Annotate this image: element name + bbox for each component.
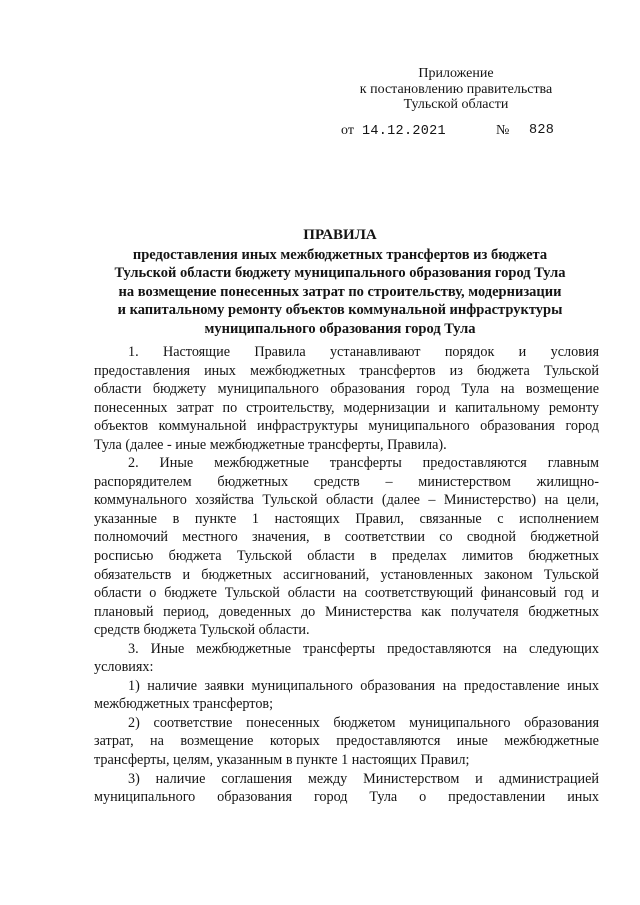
body-line: росписью бюджета Тульской области в пределах лимитов бюджетных — [94, 548, 599, 565]
body-line: предоставления иных межбюджетных трансфертов из бюджета Тульской — [94, 362, 599, 379]
title-main: ПРАВИЛА — [303, 227, 377, 243]
title-line: предоставления иных межбюджетных трансфертов из бюджета — [132, 246, 548, 263]
body-line: плановый период, доведенных до Министерства как получателя бюджетных — [94, 603, 599, 620]
number-sign: № — [496, 123, 510, 138]
document-title — [80, 226, 600, 339]
appendix-header — [330, 66, 582, 113]
body-line: области бюджету муниципального образования город Тула на возмещение — [94, 381, 599, 398]
body-line: средств бюджета Тульской области. — [94, 622, 310, 639]
body-line: трансферты, целям, указанным в пункте 1 настоящих Правил; — [94, 752, 470, 769]
body-line: 2. Иные межбюджетные трансферты предоставляются главным — [128, 455, 599, 472]
body-line: распорядителем бюджетных средств – министерством жилищно- — [94, 473, 599, 490]
title-line: Тульской области бюджету муниципального образования город Тула — [114, 265, 566, 282]
date-prefix: от — [341, 123, 354, 138]
resolution-number: 828 — [529, 123, 555, 138]
title-line: и капитальному ремонту объектов коммунальной инфраструктуры — [117, 302, 563, 319]
body-line: полномочий местного значения, в соответствии со сводной бюджетной — [94, 529, 599, 546]
resolution-date-number — [341, 122, 581, 141]
title-line: муниципального образования город Тула — [204, 320, 476, 337]
body-line: указанные в пункте 1 настоящих Правил, связанные с исполнением — [94, 510, 599, 527]
body-line: затрат, на возмещение которых предоставляются иные межбюджетные — [94, 733, 599, 750]
body-line: 1. Настоящие Правила устанавливают порядок и условия — [128, 344, 599, 360]
body-line: коммунального хозяйства Тульской области (далее – Министерство) на цели, — [94, 492, 599, 509]
body-line: области о бюджете Тульской области на соответствующий финансовый год и — [94, 585, 599, 602]
body-line: обязательств и бюджетных ассигнований, установленных законом Тульской — [94, 566, 599, 583]
appendix-line: Тульской области — [403, 97, 509, 112]
body-line: 1) наличие заявки муниципального образования на предоставление иных — [128, 677, 599, 694]
body-line: 3) наличие соглашения между Министерством и администрацией — [128, 770, 599, 787]
body-line: 2) соответствие понесенных бюджетом муниципального образования — [128, 714, 599, 731]
body-line: условиях: — [94, 659, 154, 676]
body-line: понесенных затрат по строительству, модернизации и капитальному ремонту — [94, 399, 599, 416]
body-line: объектов коммунальной инфраструктуры муниципального образования город — [94, 418, 599, 435]
appendix-line: к постановлению правительства — [359, 81, 553, 97]
appendix-line: Приложение — [418, 66, 494, 81]
body-line: муниципального образования город Тула о предоставлении иных — [94, 789, 599, 806]
title-line: на возмещение понесенных затрат по строительству, модернизации — [118, 283, 562, 300]
body-line: межбюджетных трансфертов; — [94, 696, 274, 713]
body-line: Тула (далее - иные межбюджетные трансферты, Правила). — [94, 436, 447, 453]
body-line: 3. Иные межбюджетные трансферты предоставляются на следующих — [128, 640, 599, 657]
document-body — [94, 343, 599, 807]
resolution-date: 14.12.2021 — [361, 124, 446, 139]
